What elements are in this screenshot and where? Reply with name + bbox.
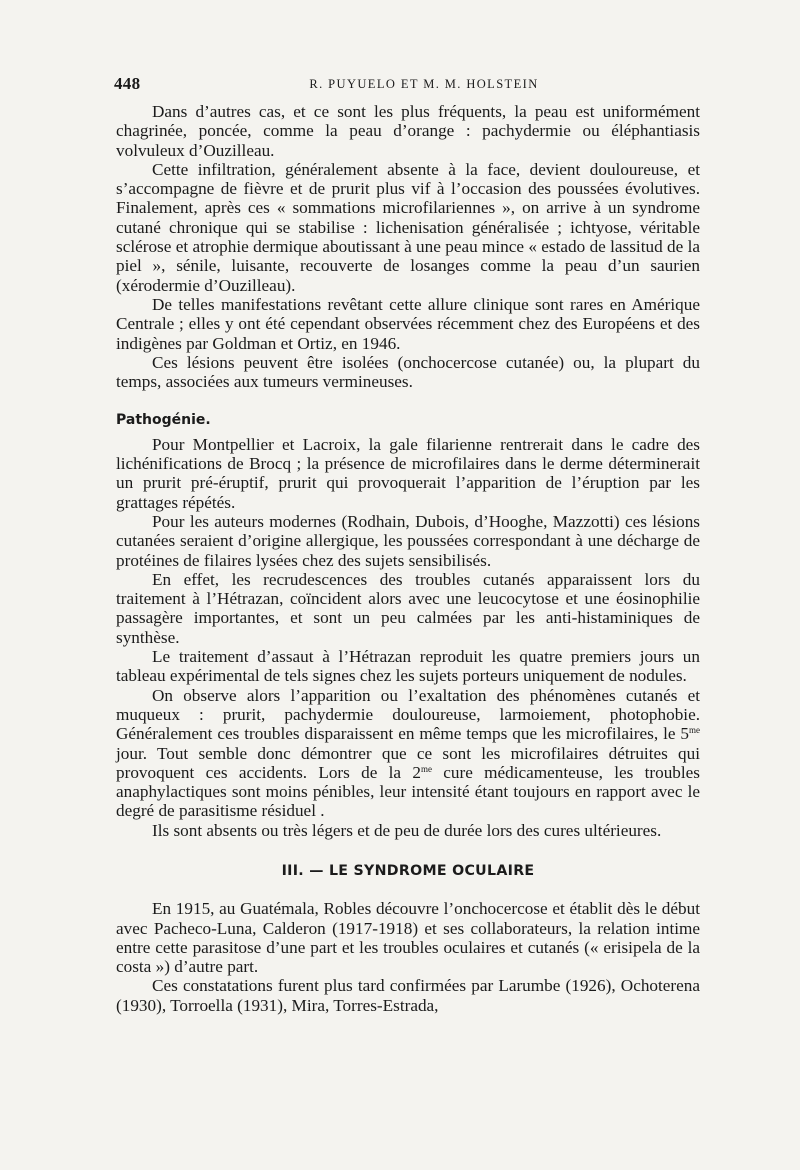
text-run: On observe alors l’apparition ou l’exaltation des phénomènes cutanés et muqueux : prurit, pachydermie douloureuse, larmoiement, photophobie. Généralement ces troubles disparaissent en même temps que les microfilaires, le 5 xyxy=(116,685,700,744)
paragraph: En effet, les recrudescences des troubles cutanés apparaissent lors du traitement à l’Hétrazan, coïncident alors avec une leucocytose et une éosinophilie passagère importantes, et sont un peu calmées par les anti-histaminiques de synthèse. xyxy=(116,569,700,647)
page-header xyxy=(114,74,704,98)
page-number: 448 xyxy=(114,74,141,93)
paragraph: Ces constatations furent plus tard confirmées par Larumbe (1926), Ochoterena (1930), Torroella (1931), Mira, Torres-Estrada, xyxy=(116,976,700,1015)
paragraph: Pour les auteurs modernes (Rodhain, Dubois, d’Hooghe, Mazzotti) ces lésions cutanées seraient d’origine allergique, les poussées correspondant à une décharge de protéines de filaires lysées chez des sujets sensibilisés. xyxy=(116,511,700,570)
section-heading: III. — LE SYNDROME OCULAIRE xyxy=(281,862,535,879)
text-run: cure médicamenteuse, les troubles anaphylactiques sont moins pénibles, leur intensité étant toujours en rapport avec le degré de parasitisme résiduel . xyxy=(116,762,700,821)
paragraph: Ces lésions peuvent être isolées (onchocercose cutanée) ou, la plupart du temps, associées aux tumeurs vermineuses. xyxy=(116,352,700,392)
body-text xyxy=(116,102,700,1015)
subsection-heading: Pathogénie. xyxy=(116,412,211,429)
text-run: jour. Tout semble donc démontrer que ce sont les microfilaires détruites qui provoquent ces accidents. Lors de la 2 xyxy=(116,743,700,782)
paragraph: Pour Montpellier et Lacroix, la gale filarienne rentrerait dans le cadre des lichénifications de Brocq ; la présence de microfilaires dans le derme déterminerait un prurit pré-éruptif, prurit qui provoquerait l’apparition de l’éruption par les grattages répétés. xyxy=(116,434,700,512)
superscript: me xyxy=(689,725,700,736)
paragraph: De telles manifestations revêtant cette allure clinique sont rares en Amérique Centrale ; elles y ont été cependant observées récemment chez des Européens et des indigènes par Goldman et Ortiz, en 1946. xyxy=(116,294,700,353)
superscript: me xyxy=(420,763,432,774)
paragraph: Ils sont absents ou très légers et de peu de durée lors des cures ultérieures. xyxy=(152,820,662,840)
paragraph: Cette infiltration, généralement absente à la face, devient douloureuse, et s’accompagne de fièvre et de prurit plus vif à l’occasion des poussées évolutives. Finalement, après ces « sommations microfilariennes », on arrive à un syndrome cutané chronique qui se stabilise : lichenisation généralisée ; ichtyose, véritable sclérose et atrophie dermique aboutissant à une peau mince « estado de lassitud de la piel », sénile, luisante, recouverte de losanges comme la peau d’un saurien (xérodermie d’Ouzilleau). xyxy=(116,159,700,295)
paragraph: Dans d’autres cas, et ce sont les plus fréquents, la peau est uniformément chagrinée, poncée, comme la peau d’orange : pachydermie ou éléphantiasis volvuleux d’Ouzilleau. xyxy=(116,102,700,160)
running-title: R. PUYUELO ET M. M. HOLSTEIN xyxy=(309,77,539,91)
paragraph: En 1915, au Guatémala, Robles découvre l’onchocercose et établit dès le début avec Pacheco-Luna, Calderon (1917-1918) et ses collaborateurs, la relation intime entre cette parasitose d’une part et les troubles oculaires et cutanés (« erisipela de la costa ») d’autre part. xyxy=(116,899,700,977)
paragraph: Le traitement d’assaut à l’Hétrazan reproduit les quatre premiers jours un tableau expérimental de tels signes chez les sujets porteurs uniquement de nodules. xyxy=(116,647,700,686)
paragraph xyxy=(116,686,700,821)
